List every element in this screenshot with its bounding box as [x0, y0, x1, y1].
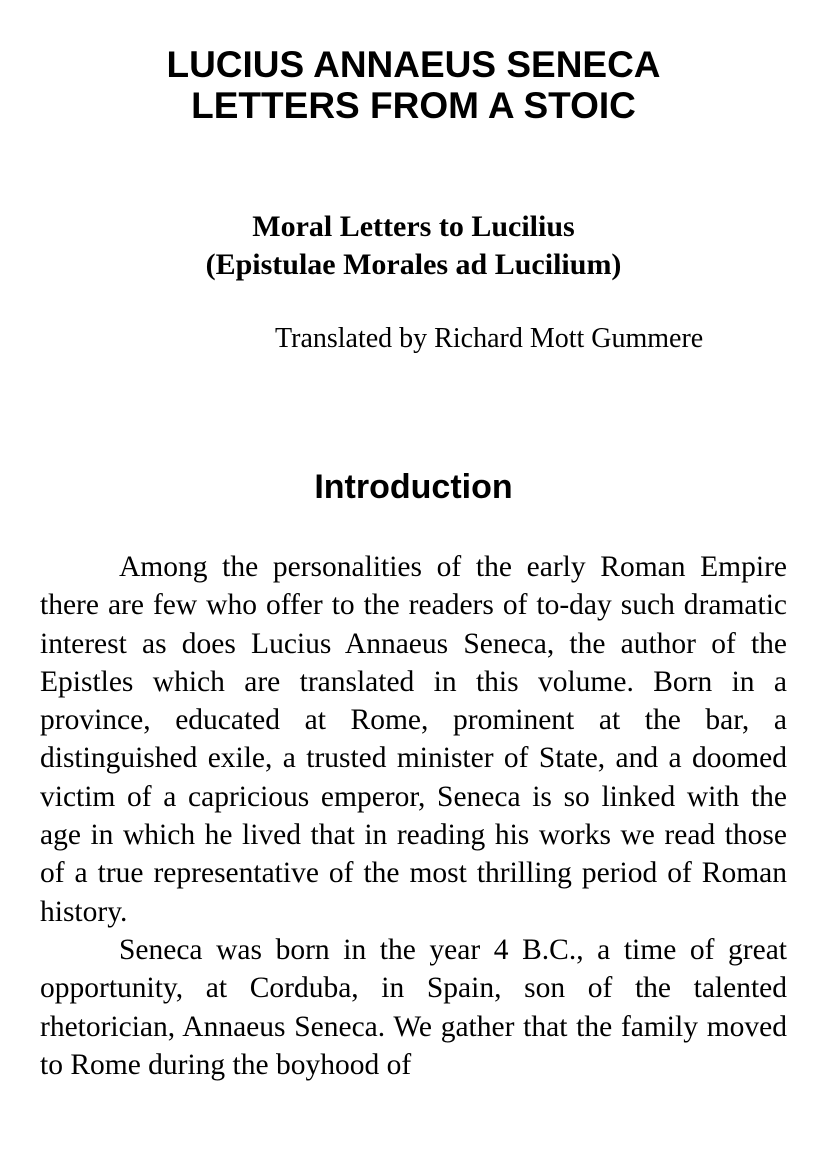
introduction-paragraph-1: Among the personalities of the early Roman Empire there are few who offer to the readers of to-day such dramatic interest as does Lucius Annaeus Seneca, the author of the Epistles which are translated in this volume. Born in a province, educated at Rome, prominent at the bar, a distinguished exile, a trusted minister of State, and a doomed victim of a capricious emperor, Seneca is so linked with the age in which he lived that in reading his works we read those of a true representative of the most thrilling period of Roman history. — [40, 551, 787, 928]
book-title — [0, 44, 827, 126]
introduction-heading: Introduction — [314, 468, 513, 506]
book-subtitle-line-1: Moral Letters to Lucilius — [252, 210, 575, 243]
book-subtitle-line-2: (Epistulae Morales ad Lucilium) — [205, 248, 622, 281]
book-title-line-2: LETTERS FROM A STOIC — [191, 85, 636, 126]
book-subtitle — [0, 208, 827, 284]
introduction-paragraph-2: Seneca was born in the year 4 B.C., a time of great opportunity, at Corduba, in Spain, son of the talented rhetorician, Annaeus Seneca. We gather that the family moved to Rome during the boyhood of — [40, 933, 787, 1081]
book-title-line-1: LUCIUS ANNAEUS SENECA — [166, 44, 661, 85]
translator-credit: Translated by Richard Mott Gummere — [275, 323, 704, 354]
introduction-body — [40, 548, 787, 1084]
